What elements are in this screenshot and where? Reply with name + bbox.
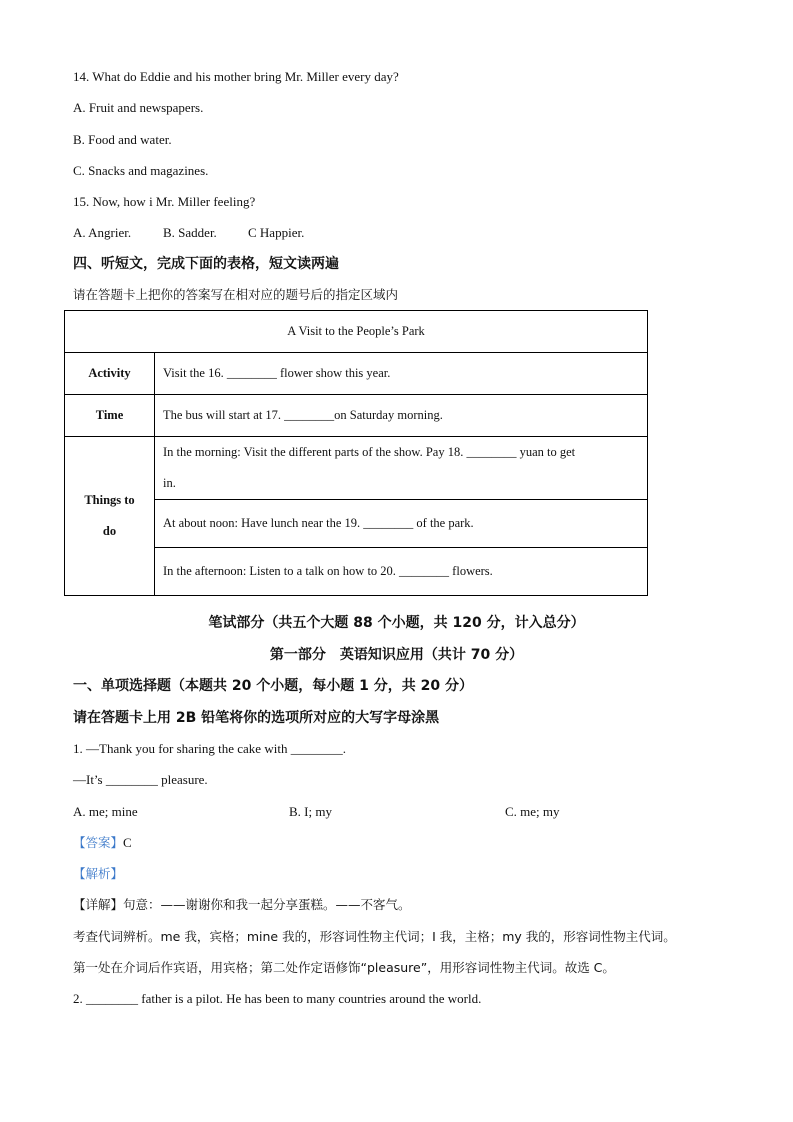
visit-table <box>64 310 648 596</box>
answer-line <box>73 835 132 851</box>
single-choice-heading: 一、单项选择题（本题共 20 个小题，每小题 1 分，共 20 分） <box>73 678 473 694</box>
things-label-line-1: Things to <box>84 493 135 507</box>
q1-option-a: A. me; mine <box>73 804 138 819</box>
q1-line-1: 1. —Thank you for sharing the cake with ________. <box>73 741 346 756</box>
morning-cell <box>155 437 648 500</box>
explanation-line-2: 第一处在介词后作宾语，用宾格；第二处作定语修饰“pleasure”，用形容词性物主代词。故选 C。 <box>73 960 615 975</box>
detail-tag: 【详解】 <box>73 897 124 912</box>
noon-text: At about noon: Have lunch near the 19. ________ of the park. <box>155 500 648 548</box>
table-title: A Visit to the People’s Park <box>65 311 648 353</box>
q15-option-a: A. Angrier. <box>73 225 132 240</box>
afternoon-text: In the afternoon: Listen to a talk on how to 20. ________ flowers. <box>155 548 648 596</box>
q1-option-b: B. I; my <box>289 804 332 819</box>
answer-value: C <box>123 835 132 850</box>
section-title: 第一部分 英语知识应用（共计 70 分） <box>269 647 524 663</box>
single-choice-instruction: 请在答题卡上用 2B 铅笔将你的选项所对应的大写字母涂黑 <box>73 710 440 726</box>
q15-option-c: C Happier. <box>248 225 305 240</box>
detail-text: 句意：——谢谢你和我一起分享蛋糕。——不客气。 <box>123 897 411 912</box>
explanation-line-1: 考查代词辨析。me 我，宾格；mine 我的，形容词性物主代词；I 我，主格；my 我的，形容词性物主代词。 <box>73 929 676 944</box>
question-2: 2. ________ father is a pilot. He has been to many countries around the world. <box>73 991 482 1006</box>
section-4-instruction: 请在答题卡上把你的答案写在相对应的题号后的指定区域内 <box>73 287 399 302</box>
time-text: The bus will start at 17. ________on Saturday morning. <box>155 395 648 437</box>
q15-option-b: B. Sadder. <box>163 225 217 240</box>
q14-option-b: B. Food and water. <box>73 132 172 147</box>
morning-text-line-1: In the morning: Visit the different parts of the show. Pay 18. ________ yuan to get <box>163 445 576 459</box>
question-15: 15. Now, how i Mr. Miller feeling? <box>73 194 256 209</box>
section-4-heading: 四、听短文，完成下面的表格，短文读两遍 <box>73 256 339 272</box>
morning-text-line-2: in. <box>163 476 176 490</box>
activity-label: Activity <box>65 353 155 395</box>
things-to-do-label <box>65 437 155 596</box>
question-14: 14. What do Eddie and his mother bring Mr. Miller every day? <box>73 69 399 84</box>
q14-option-a: A. Fruit and newspapers. <box>73 100 204 115</box>
q1-line-2: —It’s ________ pleasure. <box>73 772 208 787</box>
time-label: Time <box>65 395 155 437</box>
q1-option-c: C. me; my <box>505 804 560 819</box>
analysis-tag: 【解析】 <box>73 866 124 881</box>
activity-text: Visit the 16. ________ flower show this year. <box>155 353 648 395</box>
q14-option-c: C. Snacks and magazines. <box>73 163 209 178</box>
detail-line <box>73 897 411 913</box>
things-label-line-2: do <box>102 524 117 538</box>
answer-tag: 【答案】 <box>73 835 124 850</box>
written-part-title: 笔试部分（共五个大题 88 个小题，共 120 分，计入总分） <box>208 615 585 631</box>
